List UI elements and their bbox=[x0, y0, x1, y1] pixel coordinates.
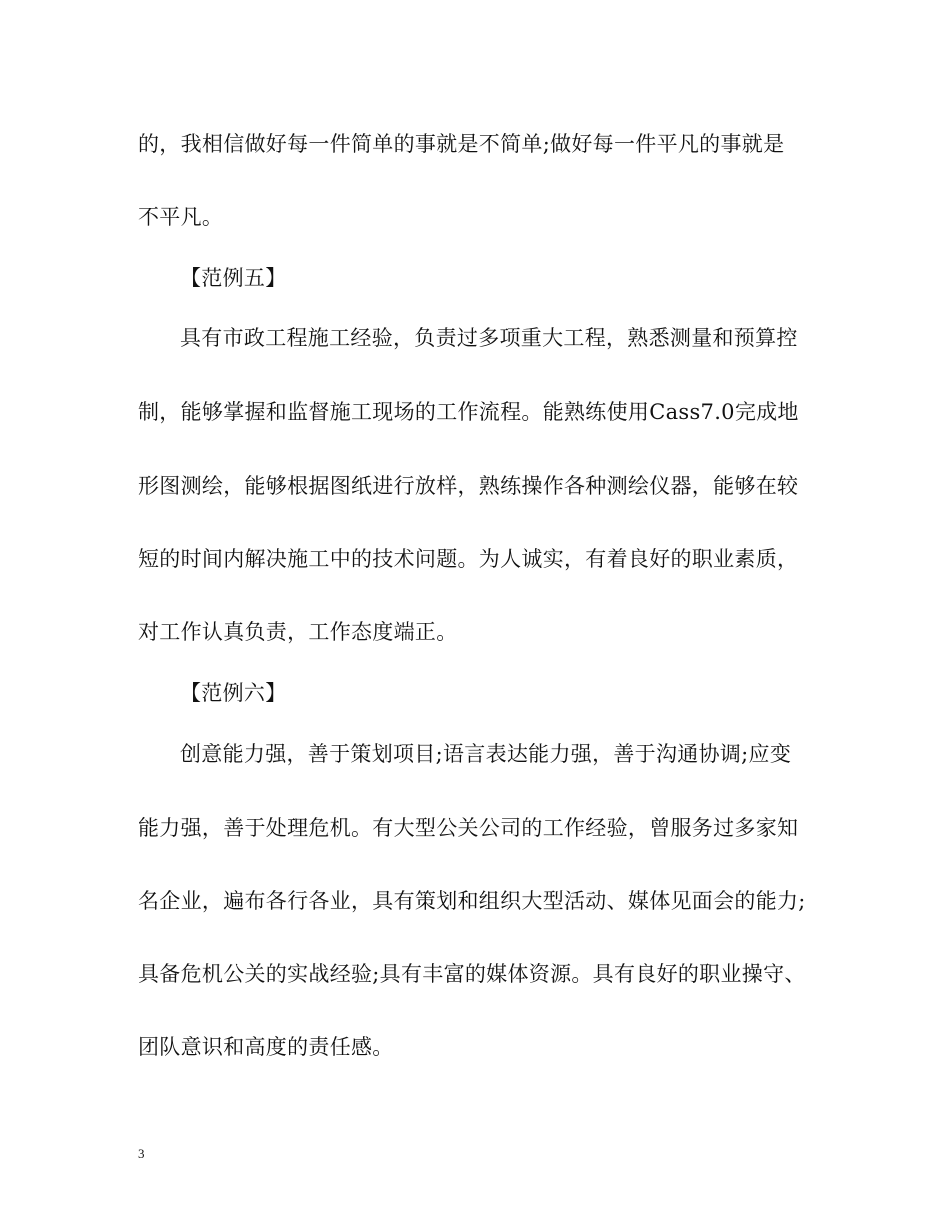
paragraph-line: 具备危机公关的实战经验;具有丰富的媒体资源。具有良好的职业操守、 bbox=[138, 962, 806, 986]
paragraph-line: 创意能力强，善于策划项目;语言表达能力强，善于沟通协调;应变 bbox=[180, 742, 792, 766]
paragraph-line: 名企业，遍布各行各业，具有策划和组织大型活动、媒体见面会的能力; bbox=[138, 889, 806, 913]
paragraph-line: 制，能够掌握和监督施工现场的工作流程。能熟练使用Cass7.0完成地 bbox=[138, 400, 799, 424]
paragraph-line: 的，我相信做好每一件简单的事就是不简单;做好每一件平凡的事就是 bbox=[138, 132, 785, 156]
paragraph-line: 具有市政工程施工经验，负责过多项重大工程，熟悉测量和预算控 bbox=[180, 326, 798, 350]
paragraph-line: 能力强，善于处理危机。有大型公关公司的工作经验，曾服务过多家知 bbox=[138, 816, 799, 840]
paragraph-line: 形图测绘，能够根据图纸进行放样，熟练操作各种测绘仪器，能够在较 bbox=[138, 474, 799, 498]
section-heading-example-6: 【范例六】 bbox=[180, 681, 287, 705]
paragraph-line: 不平凡。 bbox=[138, 205, 224, 229]
paragraph-line: 团队意识和高度的责任感。 bbox=[138, 1035, 394, 1059]
section-heading-example-5: 【范例五】 bbox=[180, 266, 287, 290]
paragraph-line: 短的时间内解决施工中的技术问题。为人诚实，有着良好的职业素质， bbox=[138, 547, 799, 571]
paragraph-line: 对工作认真负责，工作态度端正。 bbox=[138, 620, 458, 644]
page-number: 3 bbox=[138, 1146, 145, 1161]
